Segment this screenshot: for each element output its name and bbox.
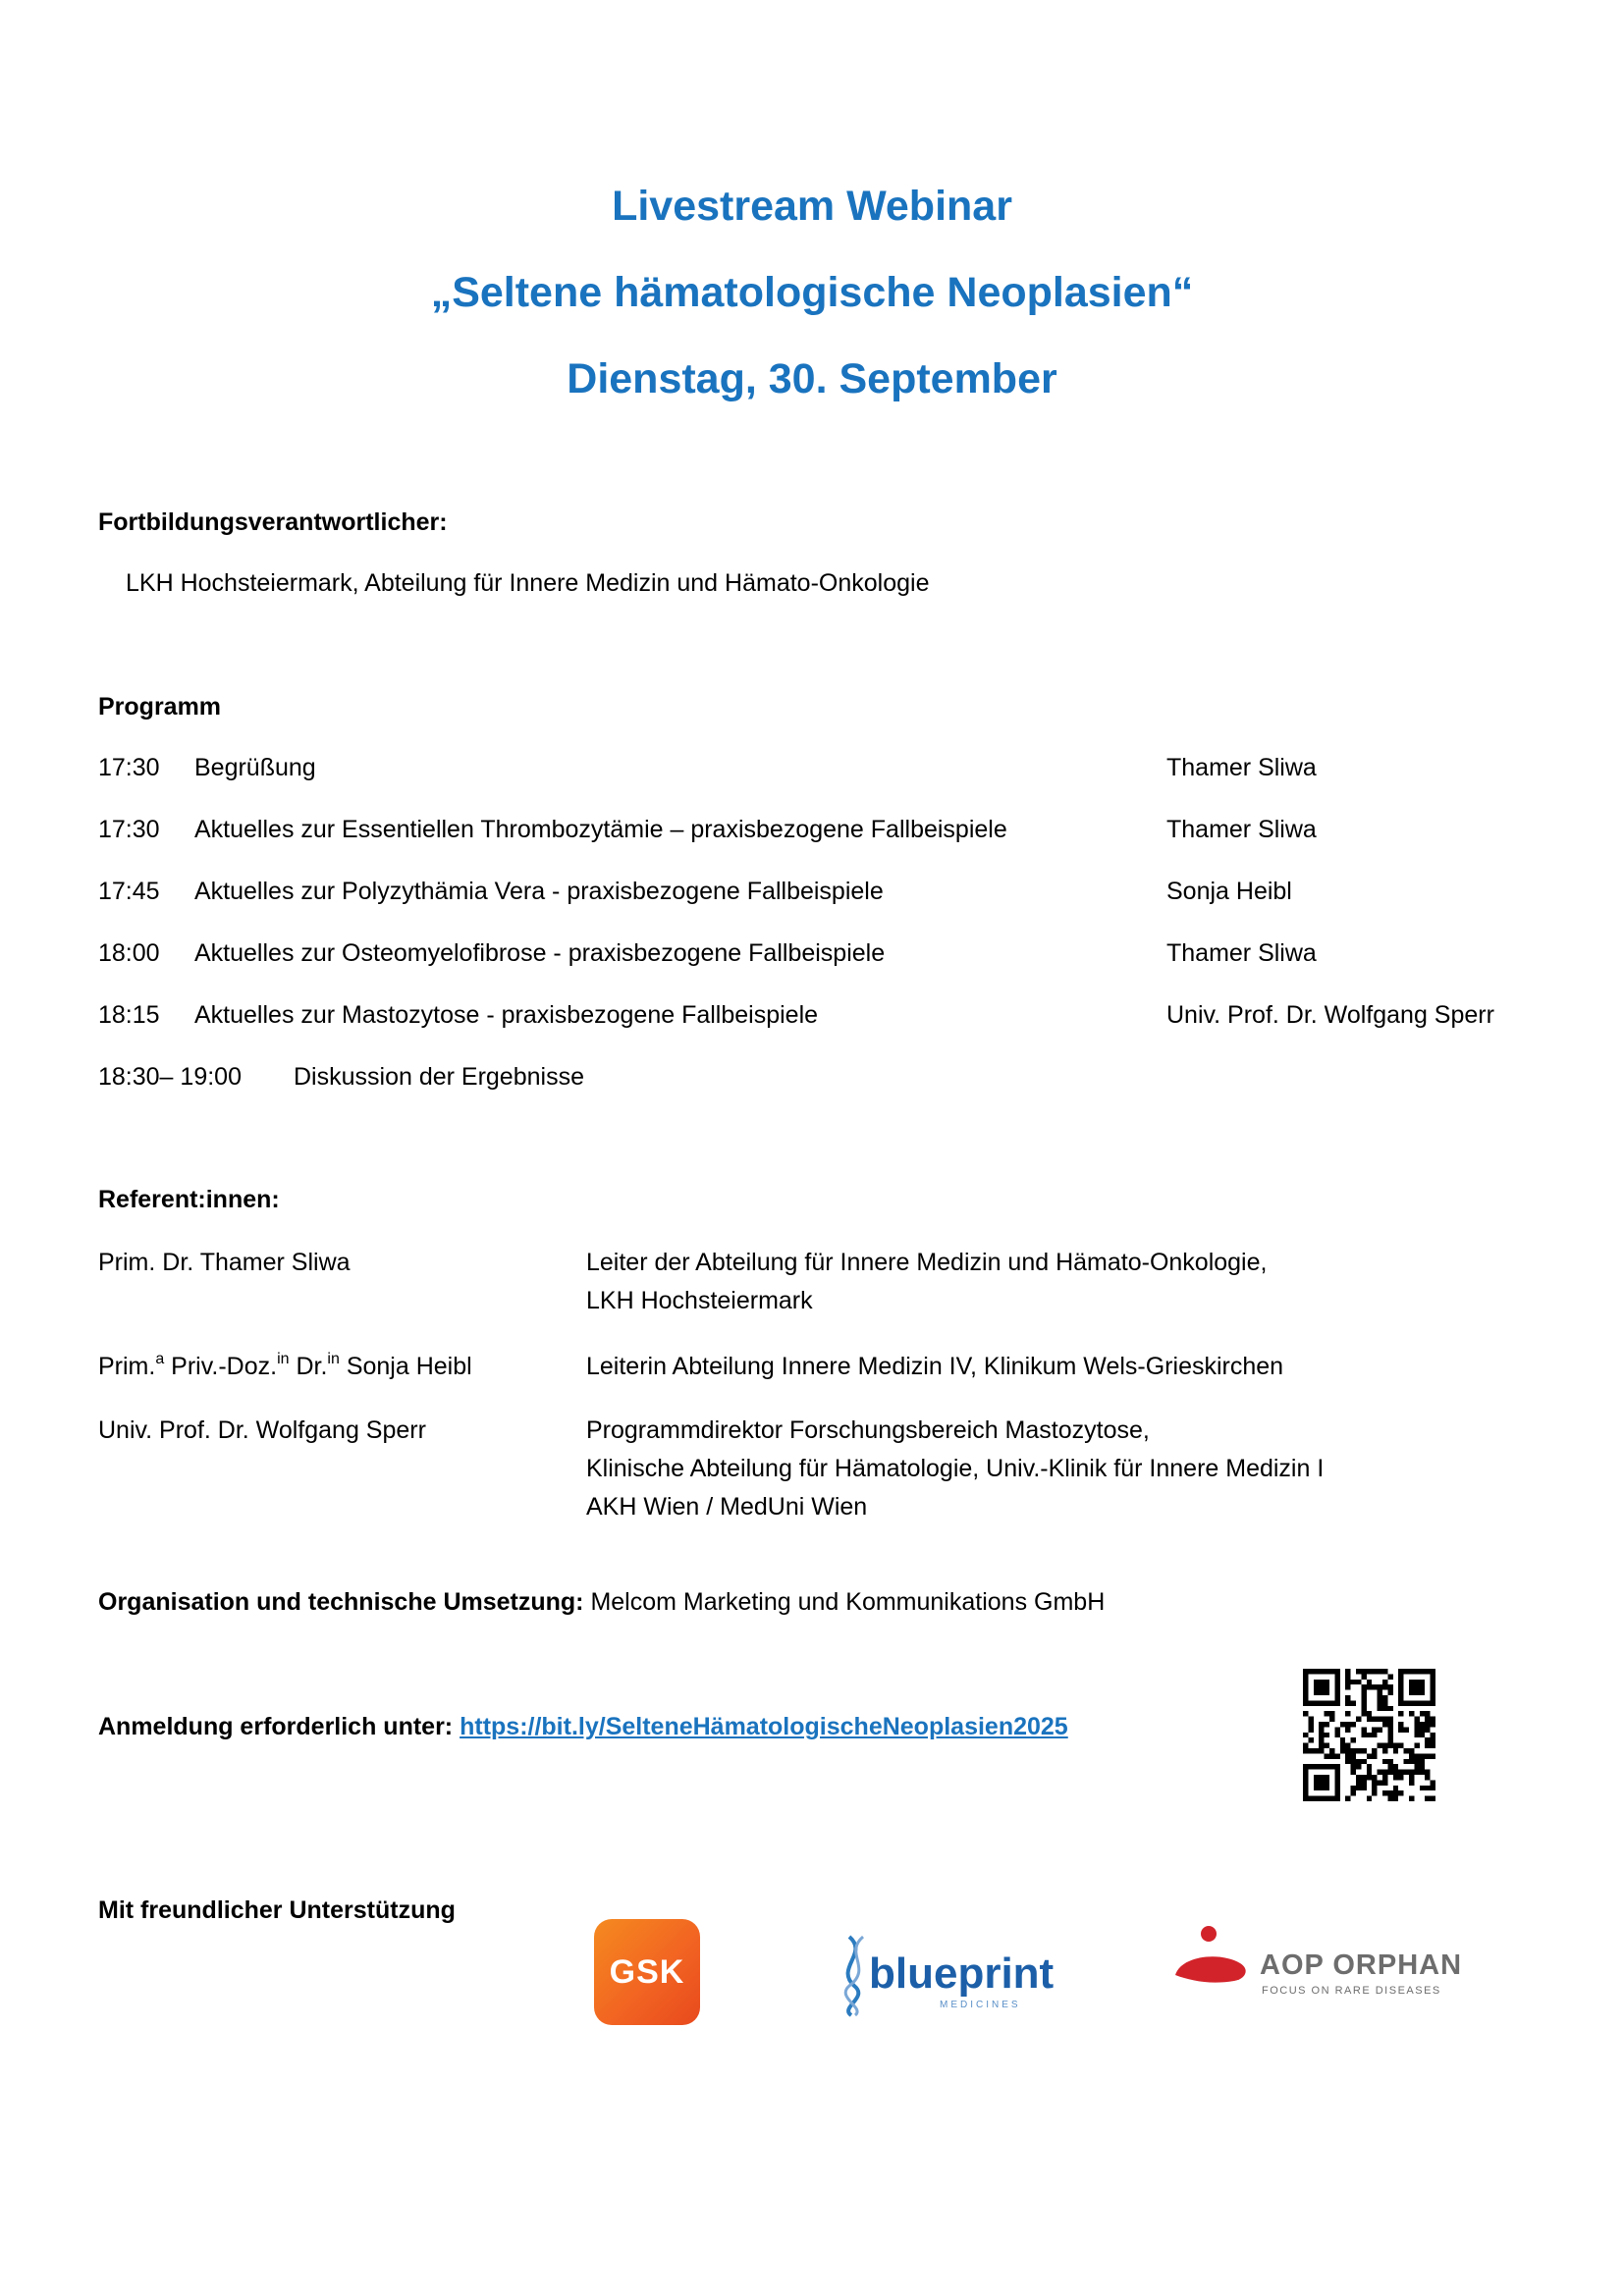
program-speaker: Univ. Prof. Dr. Wolfgang Sperr (1166, 1001, 1494, 1029)
speakers-heading: Referent:innen: (98, 1186, 280, 1213)
speaker-role-line: AKH Wien / MedUni Wien (586, 1493, 868, 1521)
speaker-role-line: Programmdirektor Forschungsbereich Mastozytose, (586, 1416, 1150, 1444)
qr-code-icon[interactable] (1303, 1669, 1435, 1801)
organisation-value: Melcom Marketing und Kommunikations GmbH (583, 1588, 1106, 1616)
blueprint-logo-text: blueprint (869, 1949, 1055, 1998)
responsible-value: LKH Hochsteiermark, Abteilung für Innere Medizin und Hämato-Onkologie (126, 569, 930, 597)
blueprint-medicines-logo (830, 1929, 1085, 2017)
title-line-3: Dienstag, 30. September (567, 355, 1057, 402)
responsible-heading: Fortbildungsverantwortlicher: (98, 508, 448, 536)
organisation-line (98, 1588, 1105, 1617)
program-time: 18:00 (98, 939, 160, 967)
speaker-name: Prim.$^a$ Priv.-Doz.$^{in}$ Dr.$^{in}$ Sonja Heibl (98, 1351, 472, 1380)
program-time: 18:30– 19:00 (98, 1063, 242, 1091)
program-topic: Begrüßung (194, 754, 316, 781)
gsk-logo-text: GSK (609, 1952, 685, 1991)
program-time: 17:30 (98, 816, 160, 843)
program-time: 17:30 (98, 754, 160, 781)
program-speaker: Thamer Sliwa (1166, 939, 1317, 967)
registration-line (98, 1713, 1068, 1741)
speaker-role-line: Leiter der Abteilung für Innere Medizin und Hämato-Onkologie, (586, 1249, 1268, 1276)
registration-label: Anmeldung erforderlich unter: (98, 1713, 454, 1740)
organisation-label: Organisation und technische Umsetzung: (98, 1588, 584, 1616)
aop-orphan-name: AOP ORPHAN (1260, 1949, 1463, 1981)
program-speaker: Thamer Sliwa (1166, 816, 1317, 843)
program-speaker: Sonja Heibl (1166, 878, 1292, 905)
blueprint-logo-subtext: MEDICINES (940, 2000, 1021, 2010)
gsk-logo (594, 1919, 700, 2025)
program-topic: Aktuelles zur Mastozytose - praxisbezogene Fallbeispiele (194, 1001, 819, 1029)
aop-orphan-logo (1171, 1924, 1466, 2002)
speaker-name: Prim. Dr. Thamer Sliwa (98, 1249, 351, 1276)
aop-orphan-mark-icon (1171, 1924, 1260, 2002)
speaker-name: Univ. Prof. Dr. Wolfgang Sperr (98, 1416, 426, 1444)
program-topic: Aktuelles zur Essentiellen Thrombozytämie – praxisbezogene Fallbeispiele (194, 816, 1007, 843)
program-speaker: Thamer Sliwa (1166, 754, 1317, 781)
support-heading: Mit freundlicher Unterstützung (98, 1896, 456, 1924)
registration-link[interactable]: https://bit.ly/SelteneHämatologischeNeoplasien2025 (460, 1713, 1068, 1740)
program-topic: Aktuelles zur Osteomyelofibrose - praxisbezogene Fallbeispiele (194, 939, 886, 967)
speaker-role-line: Leiterin Abteilung Innere Medizin IV, Klinikum Wels-Grieskirchen (586, 1353, 1284, 1380)
program-time: 18:15 (98, 1001, 160, 1029)
program-topic: Diskussion der Ergebnisse (294, 1063, 584, 1091)
aop-orphan-tagline: FOCUS ON RARE DISEASES (1262, 1985, 1441, 1997)
program-topic: Aktuelles zur Polyzythämia Vera - praxisbezogene Fallbeispiele (194, 878, 884, 905)
program-time: 17:45 (98, 878, 160, 905)
title-line-1: Livestream Webinar (612, 183, 1012, 230)
speaker-role-line: LKH Hochsteiermark (586, 1287, 813, 1314)
speaker-role-line: Klinische Abteilung für Hämatologie, Univ.-Klinik für Innere Medizin I (586, 1455, 1325, 1482)
program-heading: Programm (98, 693, 222, 721)
title-line-2: „Seltene hämatologische Neoplasien“ (430, 269, 1194, 316)
